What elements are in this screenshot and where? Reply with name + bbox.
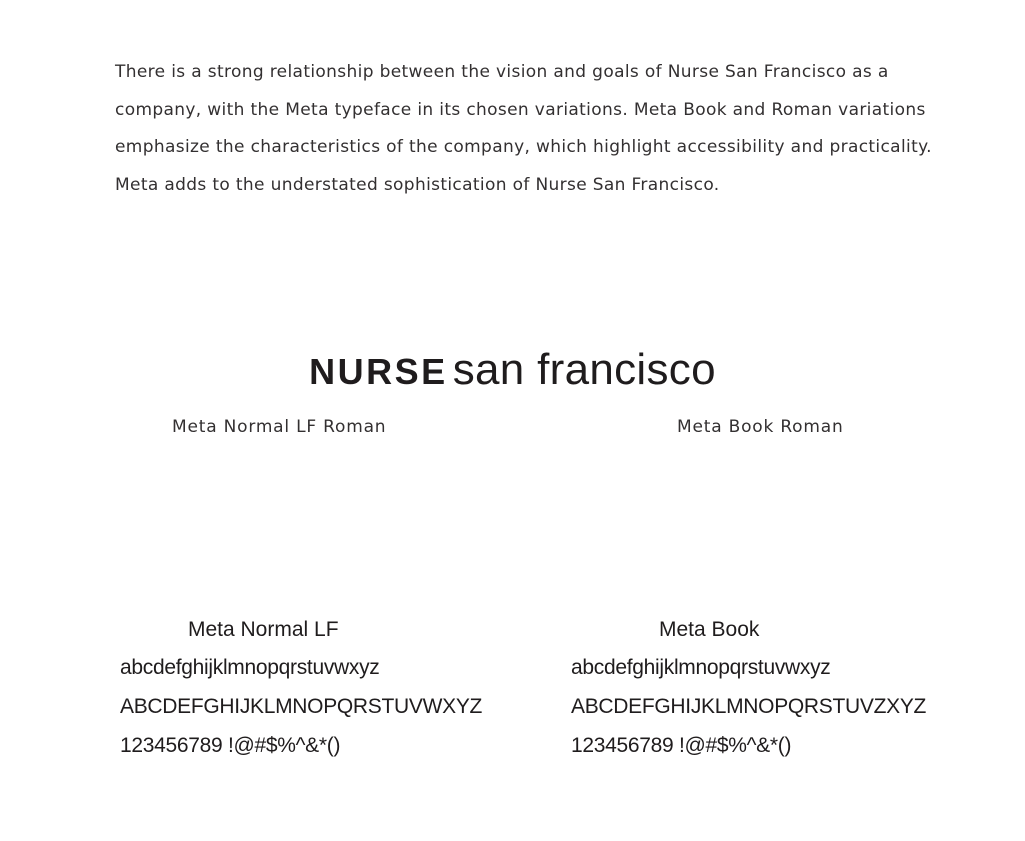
specimen-uppercase: ABCDEFGHIJKLMNOPQRSTUVZXYZ [571,695,927,718]
specimen-numerals: 123456789 !@#$%^&*() [571,734,792,757]
logo-wordmark-san-francisco: san francisco [452,345,716,394]
intro-line: Meta adds to the understated sophistication of Nurse San Francisco. [115,174,720,195]
type-specimen-meta-normal-lf [120,612,482,767]
type-specimen-meta-book [571,612,926,767]
intro-line: There is a strong relationship between the vision and goals of Nurse San Francisco as a [115,62,889,82]
intro-paragraph [115,57,932,207]
font-caption-book-roman: Meta Book Roman [677,417,844,437]
specimen-lowercase: abcdefghijklmnopqrstuvwxyz [571,656,831,679]
font-caption-normal-lf-roman: Meta Normal LF Roman [172,417,387,437]
intro-line: company, with the Meta typeface in its chosen variations. Meta Book and Roman variations [115,99,926,120]
specimen-numerals: 123456789 !@#$%^&*() [120,734,341,757]
specimen-lowercase: abcdefghijklmnopqrstuvwxyz [120,656,380,679]
specimen-uppercase: ABCDEFGHIJKLMNOPQRSTUVWXYZ [120,695,483,718]
logo-wordmark-nurse: NURSE [309,351,448,392]
specimen-title: Meta Book [659,618,760,641]
specimen-title: Meta Normal LF [188,618,339,641]
intro-line: emphasize the characteristics of the company, which highlight accessibility and practicality. [115,137,932,157]
brand-logo [0,340,1025,409]
